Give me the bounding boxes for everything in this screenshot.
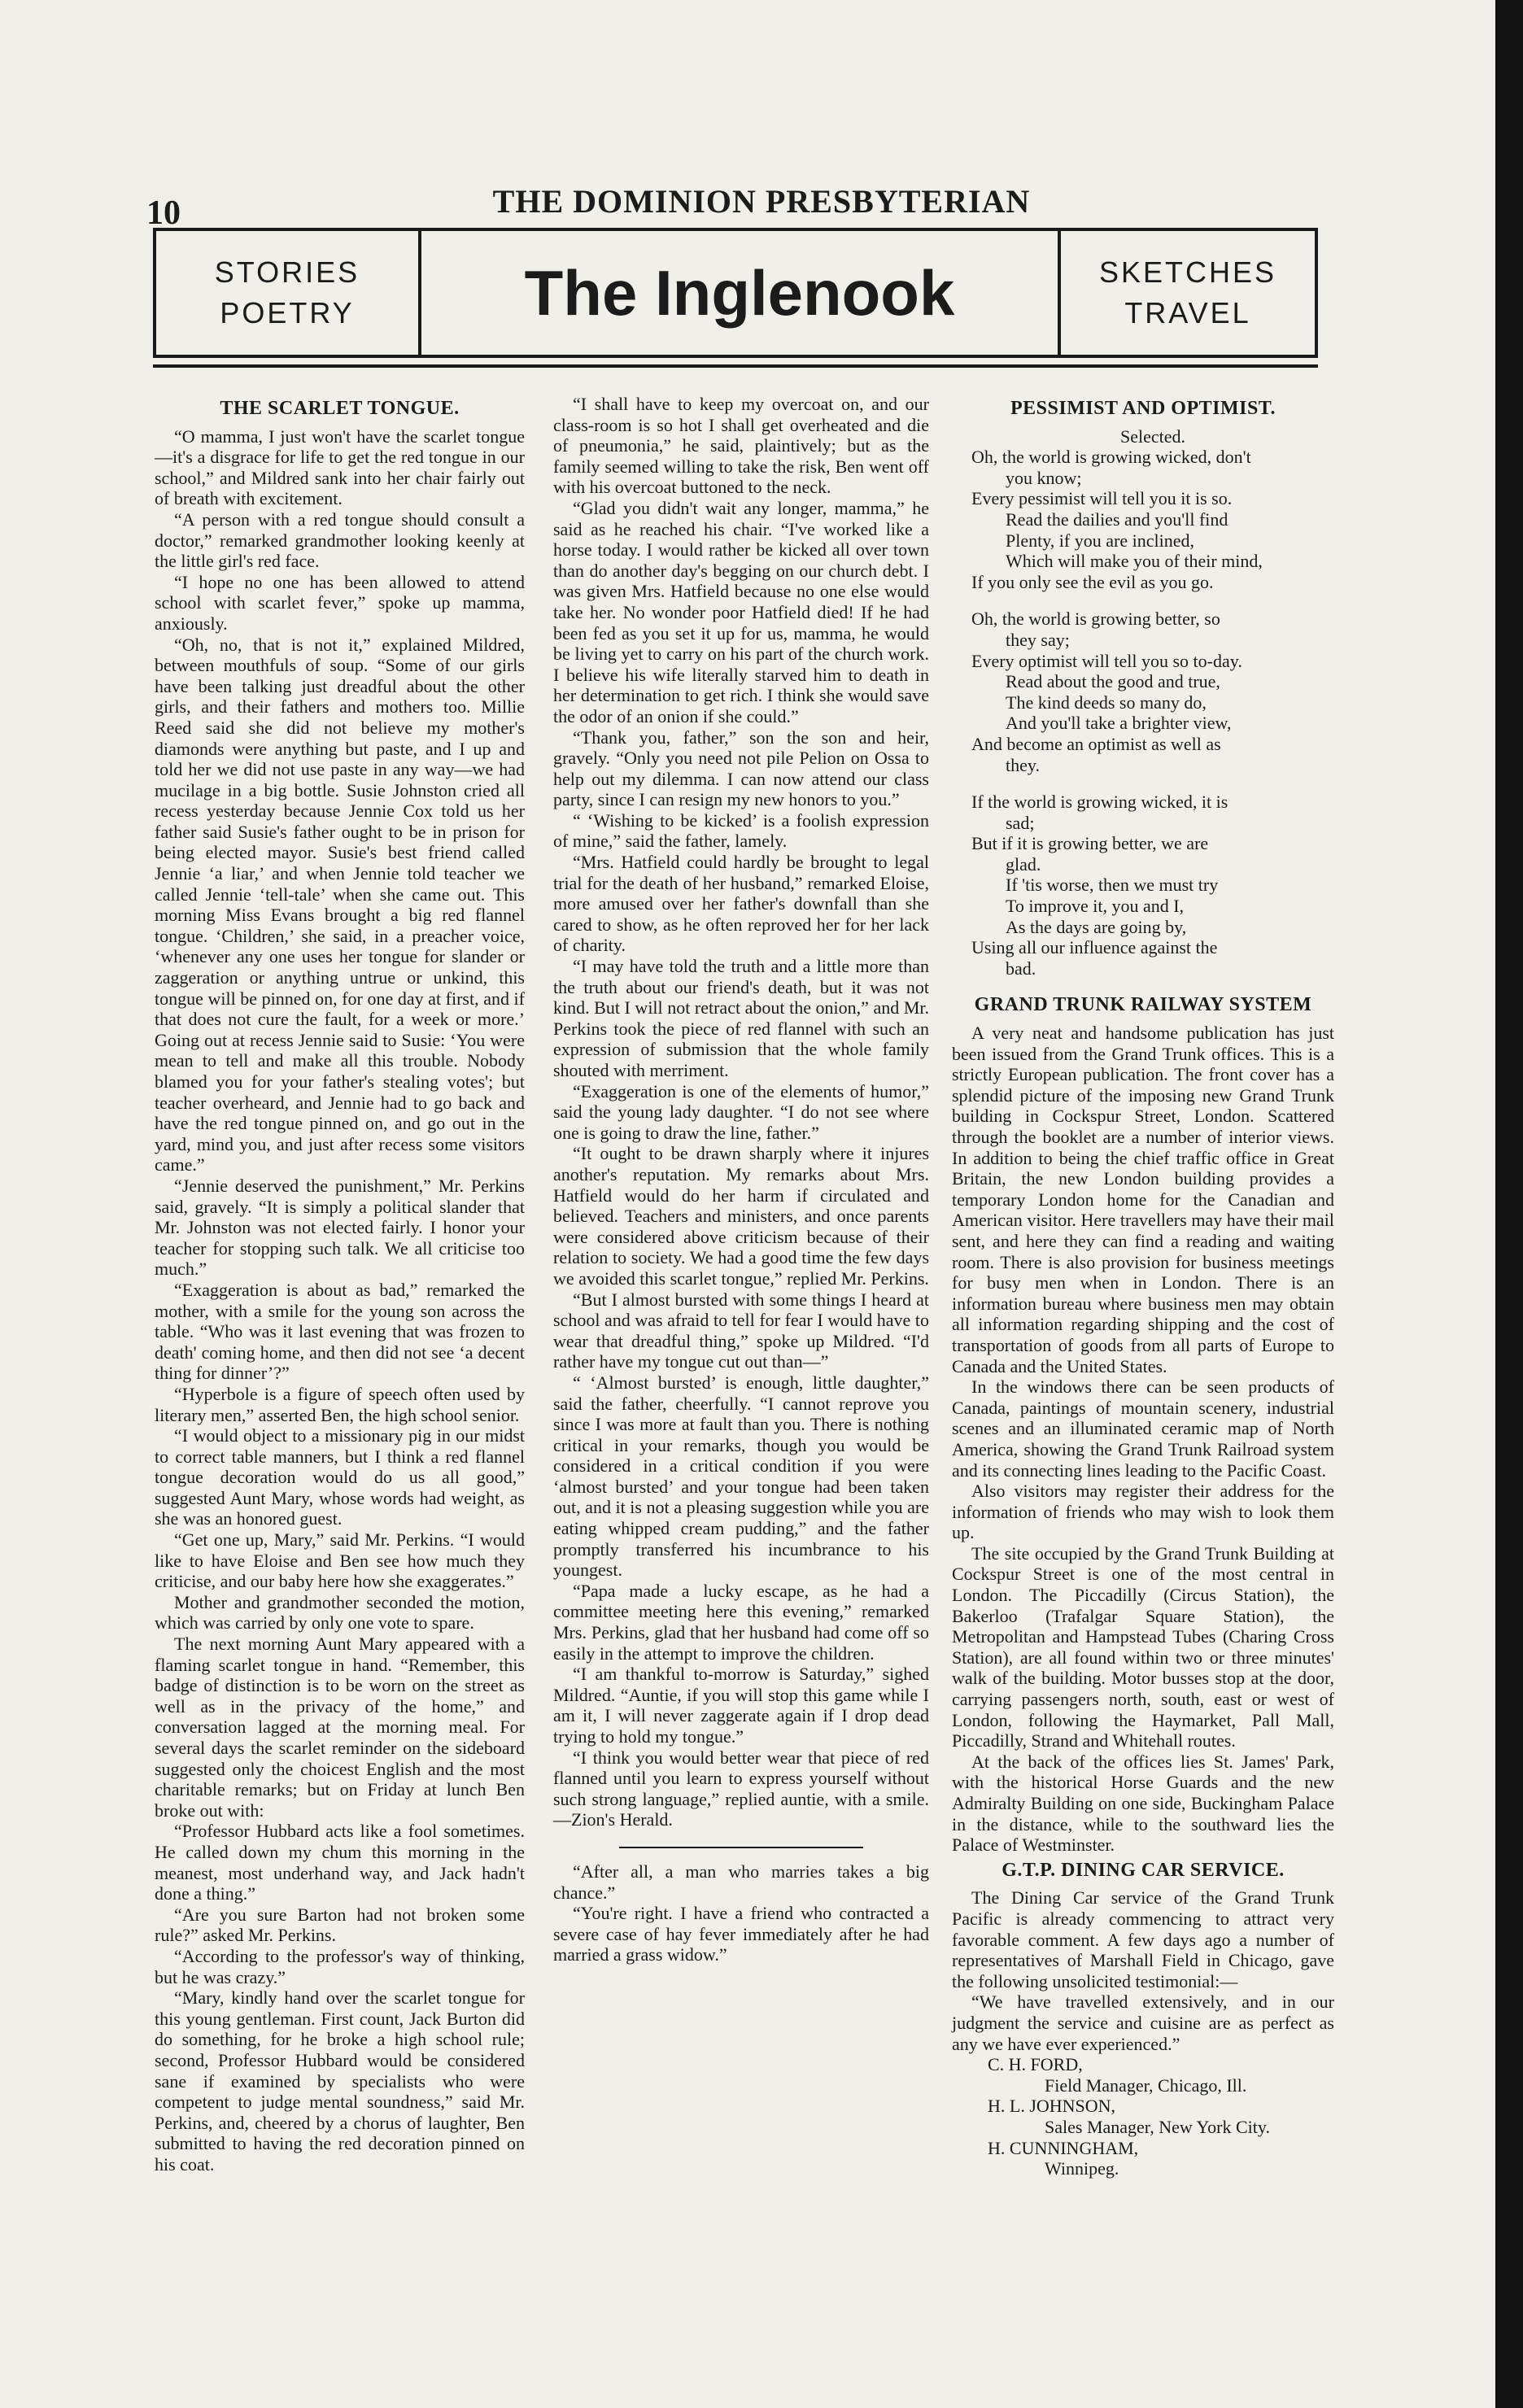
paragraph: “We have travelled extensively, and in our judgment the service and cuisine are as perfect as any we have ever experienced.”: [952, 1991, 1334, 2054]
paragraph: The site occupied by the Grand Trunk Building at Cockspur Street is one of the most central in London. The Piccadilly (Circus Station), the Bakerloo (Trafalgar Square Station), the Metropolitan and Hampstead Tubes (Charing Cross Station), are all found within two or three minutes' walk of the building. Motor busses stop at the door, carrying passengers north, south, east or west of London, following the Haymarket, Pall Mall, Piccadilly, Strand and Whitehall routes.: [952, 1542, 1334, 1751]
verse-line: Every pessimist will tell you it is so.: [971, 488, 1233, 509]
joke-paragraph: “You're right. I have a friend who contracted a severe case of hay fever immediately after he had married a grass widow.”: [553, 1903, 929, 1965]
article-heading-scarlet-tongue: THE SCARLET TONGUE.: [220, 398, 460, 419]
verse-line: If the world is growing wicked, it is: [971, 792, 1228, 813]
paragraph: At the back of the offices lies St. James' Park, with the historical Horse Guards and the new Admiralty Building on one side, Buckingham Palace in the distance, while to the southward lies the Palace of Westminster.: [952, 1751, 1334, 1856]
column-right: [952, 394, 1334, 2179]
paragraph: “I think you would better wear that piece of red flanned until you learn to express yourself without such strong language,” replied auntie, with a smile.—Zion's Herald.: [553, 1747, 929, 1830]
paragraph: The Dining Car service of the Grand Trunk Pacific is already commencing to attract very favorable comment. A few days ago a number of representatives of Marshall Field in Chicago, gave the following unsolicited testimonial:—: [952, 1887, 1334, 1991]
column-left: [155, 394, 525, 2175]
poem-heading: PESSIMIST AND OPTIMIST.: [1010, 398, 1276, 419]
paragraph: “Oh, no, that is not it,” explained Mildred, between mouthfuls of soup. “Some of our girls have been talking just dreadful about the other girls, and their fathers and mothers too. Millie Reed said she did not believe my mother's diamonds were anything but paste, and I up and told her we did not use paste in any way—we had mucilage in a big bottle. Susie Johnston cried all recess yesterday because Jennie Cox told us her father said Susie's father ought to be in prison for being elected mayor. Susie's best friend called Jennie ‘a liar,’ and when Jennie told teacher we called Jennie ‘tell-tale’ when she came out. This morning Miss Evans brought a big red flannel tongue. ‘Children,’ she said, in a preacher voice, ‘whenever any one uses her tongue for slander or zaggeration or anything untrue or unkind, this tongue will be pinned on, for one day at first, and if that does not cure the fault, for a week or more.’ Going out at recess Jennie said to Susie: ‘You were mean to tell and make all this trouble. Nobody blamed you for your father's stealing votes'; but teacher overheard, and Jennie had to go back and have the red tongue pinned on, and go out in the yard, mind you, and just after recess some visitors came.”: [155, 634, 525, 1176]
paragraph: “Professor Hubbard acts like a fool sometimes. He called down my chum this morning in the meanest, most underhand way, and Jack hadn't done a thing.”: [155, 1821, 525, 1904]
masthead-tag-stories: STORIES: [214, 255, 360, 289]
poem-stanza: [952, 792, 1334, 979]
signatory-name: H. CUNNINGHAM,: [988, 2137, 1139, 2158]
masthead-tag-travel: TRAVEL: [1124, 296, 1251, 329]
paragraph: “Exaggeration is one of the elements of humor,” said the young lady daughter. “I do not see where one is going to draw the line, father.”: [553, 1080, 929, 1143]
poem-stanza: [952, 447, 1334, 592]
paragraph: “Papa made a lucky escape, as he had a committee meeting here this evening,” remarked Mrs. Perkins, glad that her husband had come off so easily in the attempt to improve the children.: [553, 1580, 929, 1664]
column-middle: [553, 394, 929, 1965]
verse-line: Oh, the world is growing wicked, don't: [971, 447, 1251, 468]
paragraph: “O mamma, I just won't have the scarlet tongue—it's a disgrace for life to get the red tongue in our school,” and Mildred sank into her chair fairly out of breath with excitement.: [155, 425, 525, 509]
paragraph: “Get one up, Mary,” said Mr. Perkins. “I would like to have Eloise and Ben see how much they criticise, and our baby here how she exaggerates.”: [155, 1529, 525, 1592]
verse-line: Oh, the world is growing better, so: [971, 609, 1220, 630]
paragraph: “ ‘Wishing to be kicked’ is a foolish expression of mine,” said the father, lamely.: [553, 809, 929, 852]
masthead-tag-poetry: POETRY: [220, 296, 355, 329]
article-heading-grand-trunk: GRAND TRUNK RAILWAY SYSTEM: [974, 994, 1312, 1016]
verse-line: As the days are going by,: [1006, 916, 1187, 937]
verse-line: And you'll take a brighter view,: [1006, 713, 1232, 734]
signatory-role: Winnipeg.: [1045, 2158, 1119, 2179]
verse-line: you know;: [1006, 467, 1082, 488]
signatory-role: Field Manager, Chicago, Ill.: [1045, 2074, 1247, 2096]
verse-line: If you only see the evil as you go.: [971, 571, 1214, 592]
paragraph: “A person with a red tongue should consult a doctor,” remarked grandmother looking keenly at the little girl's red face.: [155, 508, 525, 572]
verse-line: Plenty, if you are inclined,: [1006, 530, 1194, 551]
paragraph: The next morning Aunt Mary appeared with a flaming scarlet tongue in hand. “Remember, this badge of distinction is to be worn on the street as well as in the privacy of the home,” and conversation lagged at the morning meal. For several days the scarlet reminder on the sideboard suggested only the choicest English and the most charitable remarks; but on Friday at lunch Ben broke out with:: [155, 1634, 525, 1821]
verse-line: The kind deeds so many do,: [1006, 691, 1207, 713]
paragraph: “According to the professor's way of thinking, but he was crazy.”: [155, 1945, 525, 1987]
verse-line: But if it is growing better, we are: [971, 833, 1209, 854]
verse-line: they say;: [1006, 629, 1070, 650]
signatory-name: C. H. FORD,: [988, 2054, 1083, 2075]
paragraph: A very neat and handsome publication has just been issued from the Grand Trunk offices. This is a strictly European publication. The front cover has a splendid picture of the imposing new Grand Trunk building in Cockspur Street, London. Scattered through the booklet are a number of interior views. In addition to being the chief traffic office in Great Britain, the new London building provides a temporary London home for the Canadian and American visitor. Here travellers may have their mail sent, and here they can find a reading and waiting room. There is also provision for business meetings for busy men when in London. There is an information bureau where business men may obtain all information regarding shipping and the cost of transportation of goods from all parts of Europe to Canada and the United States.: [952, 1023, 1334, 1376]
masthead-title-box: [421, 231, 1061, 355]
masthead-left-box: [156, 231, 421, 355]
paragraph: Also visitors may register their address for the information of friends who may wish to look them up.: [952, 1481, 1334, 1543]
poem-credit: Selected.: [1119, 425, 1186, 447]
verse-line: they.: [1006, 754, 1040, 775]
verse-line: Read about the good and true,: [1006, 671, 1220, 692]
verse-line: Using all our influence against the: [971, 937, 1218, 958]
verse-line: Read the dailies and you'll find: [1006, 508, 1228, 530]
verse-line: glad.: [1006, 853, 1041, 875]
paragraph: “Exaggeration is about as bad,” remarked the mother, with a smile for the young son across the table. “Who was it last evening that was frozen to death' coming home, and then did not see ‘a decent thing for dinner’?”: [155, 1279, 525, 1384]
verse-line: Which will make you of their mind,: [1006, 551, 1263, 572]
publication-title: THE DOMINION PRESBYTERIAN: [492, 183, 1031, 220]
signatory-role: Sales Manager, New York City.: [1045, 2116, 1270, 2137]
paragraph: “Hyperbole is a figure of speech often used by literary men,” asserted Ben, the high school senior.: [155, 1383, 525, 1425]
paragraph: “I shall have to keep my overcoat on, and our class-room is so hot I shall get overheated and die of pneumonia,” he said, plaintively; but as the family seemed willing to take the risk, Ben went off with his overcoat buttoned to the neck.: [553, 394, 929, 498]
verse-line: To improve it, you and I,: [1006, 896, 1185, 917]
paragraph: In the windows there can be seen products of Canada, paintings of mountain scenery, industrial scenes and an illuminated ceramic map of North America, showing the Grand Trunk Railroad system and its connecting lines leading to the Pacific Coast.: [952, 1376, 1334, 1481]
verse-line: Every optimist will tell you so to-day.: [971, 650, 1242, 671]
paragraph: “Glad you didn't wait any longer, mamma,” he said as he reached his chair. “I've worked like a horse today. I would rather be kicked all over town than do another day's begging on our church debt. I was given Mrs. Hatfield because no one else would take her. No wonder poor Hatfield died! If he had been fed as you set it up for us, mamma, he would be living yet to carry on his part of the church work. I believe his wife literally starved him to death in her determination to get rich. I think she would save the odor of an onion if she could.”: [553, 497, 929, 726]
joke-paragraph: “After all, a man who marries takes a big chance.”: [553, 1861, 929, 1903]
paragraph: “Mrs. Hatfield could hardly be brought to legal trial for the death of her husband,” remarked Eloise, more amused over her father's downfall than she cared to show, as he often reproved her for her lack of charity.: [553, 852, 929, 956]
paragraph: “I would object to a missionary pig in our midst to correct table manners, but I think a red flannel tongue decoration would do us all good,” suggested Aunt Mary, whose words had weight, as she was an honored guest.: [155, 1425, 525, 1529]
signatory-name: H. L. JOHNSON,: [988, 2096, 1116, 2117]
paragraph: “I may have told the truth and a little more than the truth about our friend's death, but it was not kind. But I will not retract about the onion,” and Mr. Perkins took the piece of red flannel with such an expression of submission that the whole family shouted with merriment.: [553, 956, 929, 1080]
paragraph: “It ought to be drawn sharply where it injures another's reputation. My remarks about Mrs. Hatfield would do her harm if circulated and believed. Teachers and ministers, and once parents were considered above criticism because of their relation to society. We had a good time the few days we avoided this scarlet tongue,” replied Mr. Perkins.: [553, 1143, 929, 1289]
verse-line: If 'tis worse, then we must try: [1006, 875, 1219, 896]
poem-stanza: [952, 609, 1334, 775]
masthead-tag-sketches: SKETCHES: [1098, 255, 1277, 289]
section-title: The Inglenook: [524, 256, 955, 329]
masthead-right-box: [1061, 231, 1315, 355]
paragraph: “Mary, kindly hand over the scarlet tongue for this young gentleman. First count, Jack Burton did do something, for he broke a high school rule; second, Professor Hubbard would be considered sane if examined by specialists who were competent to judge mental soundness,” said Mr. Perkins, and, cheered by a chorus of laughter, Ben submitted to having the red decoration pinned on his coat.: [155, 1987, 525, 2175]
paragraph: “Jennie deserved the punishment,” Mr. Perkins said, gravely. “It is simply a political slander that Mr. Johnston was not elected fairly. I honor your teacher for stopping such talk. We all criticise too much.”: [155, 1175, 525, 1280]
section-divider: [619, 1847, 863, 1848]
page-number: 10: [146, 194, 181, 232]
section-masthead: [153, 228, 1318, 358]
paragraph: “Thank you, father,” son the son and heir, gravely. “Only you need not pile Pelion on Ossa to help out my dilemma. I can now attend our class party, since I can resign my new honors to you.”: [553, 726, 929, 810]
paragraph: “I am thankful to-morrow is Saturday,” sighed Mildred. “Auntie, if you will stop this game while I am it, I will never zaggerate again if I drop dead trying to hold my tongue.”: [553, 1664, 929, 1747]
paragraph: Mother and grandmother seconded the motion, which was carried by only one vote to spare.: [155, 1591, 525, 1634]
paragraph: “ ‘Almost bursted’ is enough, little daughter,” said the father, cheerfully. “I cannot reprove you since I was more at fault than you. There is nothing critical in your remarks, though you would be considered in a critical condition if you were ‘almost bursted’ and your tongue had been taken out, and it is not a pleasing suggestion while you are eating whipped cream pudding,” and the father promptly transferred his incumbrance to his youngest.: [553, 1372, 929, 1581]
paragraph: “Are you sure Barton had not broken some rule?” asked Mr. Perkins.: [155, 1904, 525, 1946]
paragraph: “But I almost bursted with some things I heard at school and was afraid to tell for fear I would have to wear that dreadful thing,” spoke up Mildred. “I'd rather have my tongue cut out than—”: [553, 1289, 929, 1372]
article-heading-dining-car: G.T.P. DINING CAR SERVICE.: [1002, 1859, 1285, 1881]
verse-line: And become an optimist as well as: [971, 733, 1221, 754]
page-edge: [1495, 0, 1523, 2408]
paragraph: “I hope no one has been allowed to attend school with scarlet fever,” spoke up mamma, anxiously.: [155, 571, 525, 634]
verse-line: sad;: [1006, 812, 1035, 833]
verse-line: bad.: [1006, 958, 1036, 979]
